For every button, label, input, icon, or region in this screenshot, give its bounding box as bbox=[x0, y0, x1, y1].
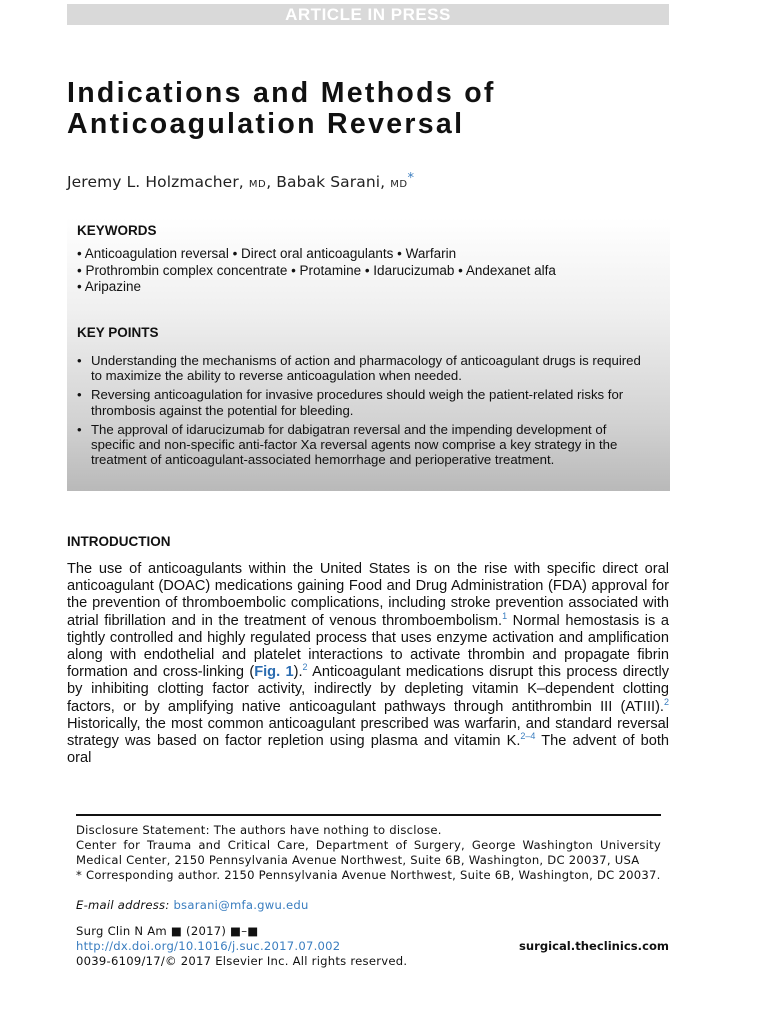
bullet-icon: • bbox=[77, 353, 82, 368]
introduction-paragraph bbox=[67, 561, 669, 767]
intro-text-2: Normal hemostasis is a tightly controlled and highly regulated process that uses enzyme activation and amplification along with endothelial and platelet interactions to activate thrombin and propagate fibrin formation and cross-linking ( bbox=[67, 612, 670, 681]
bullet-icon: • bbox=[77, 421, 82, 437]
keywords-heading: KEYWORDS bbox=[77, 223, 157, 238]
key-point-item bbox=[77, 422, 652, 468]
keywords-line-2: • Prothrombin complex concentrate • Protamine • Idarucizumab • Andexanet alfa bbox=[77, 263, 556, 278]
keywords-line-1: • Anticoagulation reversal • Direct oral anticoagulants • Warfarin bbox=[77, 246, 457, 261]
reference-link-1[interactable]: 1 bbox=[502, 610, 508, 621]
intro-text-4: Anticoagulant medications disrupt this process directly by inhibiting clotting factor activity, indirectly by depleting vitamin K–dependent clotting factors, or by amplifying native anticoagulant pathways through antithrombin III (ATIII). bbox=[67, 664, 669, 715]
journal-citation: Surg Clin N Am ■ (2017) ■–■ bbox=[76, 924, 259, 938]
author-list bbox=[67, 173, 414, 191]
intro-text-5: Historically, the most common anticoagulant prescribed was warfarin, and standard reversal strategy was based on factor repletion using plasma and vitamin K. bbox=[67, 715, 669, 750]
key-points-heading: KEY POINTS bbox=[77, 325, 159, 340]
key-points-list bbox=[77, 353, 652, 471]
reference-link-2[interactable]: 2 bbox=[302, 662, 308, 673]
introduction-heading: INTRODUCTION bbox=[67, 534, 171, 549]
intro-text-3: ). bbox=[293, 664, 303, 681]
key-point-text: Reversing anticoagulation for invasive procedures should weigh the patient-related risks for thrombosis against the potential for bleeding. bbox=[91, 387, 624, 418]
disclosure-statement: Disclosure Statement: The authors have nothing to disclose. bbox=[76, 823, 442, 837]
intro-text-6: The advent of both oral bbox=[67, 733, 669, 767]
copyright-line: 0039-6109/17/© 2017 Elsevier Inc. All rights reserved. bbox=[76, 954, 408, 968]
figure-1-link[interactable]: Fig. 1 bbox=[254, 664, 294, 681]
article-title bbox=[67, 78, 687, 140]
keywords-keypoints-box bbox=[67, 218, 670, 491]
email-link[interactable]: bsarani@mfa.gwu.edu bbox=[173, 898, 309, 912]
author-2-degree: MD bbox=[390, 179, 408, 190]
key-point-item bbox=[77, 387, 652, 417]
doi-link[interactable]: http://dx.doi.org/10.1016/j.suc.2017.07.002 bbox=[76, 939, 341, 953]
email-line bbox=[76, 898, 661, 913]
email-label: E-mail address: bbox=[76, 898, 170, 912]
intro-text-1: The use of anticoagulants within the United States is on the rise with specific direct oral anticoagulant (DOAC) medications gaining Food and Drug Administration (FDA) approval for the prevention of thromboembolic complications, including stroke prevention associated with atrial fibrillation and in the treatment of venous thromboembolism. bbox=[67, 561, 669, 629]
key-point-text: Understanding the mechanisms of action and pharmacology of anticoagulant drugs is required to maximize the ability to reverse anticoagulation when needed. bbox=[91, 353, 641, 384]
corresponding-author-link[interactable]: * bbox=[407, 171, 415, 186]
author-separator: , bbox=[266, 173, 272, 191]
bullet-icon: • bbox=[77, 387, 82, 403]
footnote-divider bbox=[76, 814, 661, 816]
key-point-text: The approval of idarucizumab for dabigatran reversal and the impending development of specific and non-specific anti-factor Xa reversal agents now comprise a key strategy in the treatment of anticoagulant-associated hemorrhage and perioperative treatment. bbox=[91, 421, 618, 468]
author-1-name: Jeremy L. Holzmacher, bbox=[67, 173, 244, 191]
article-in-press-banner: ARTICLE IN PRESS bbox=[67, 4, 669, 25]
author-2-name: Babak Sarani, bbox=[276, 173, 386, 191]
reference-link-3[interactable]: 2 bbox=[663, 696, 669, 707]
title-line-2: Anticoagulation Reversal bbox=[67, 108, 465, 140]
reference-link-4[interactable]: 2–4 bbox=[520, 731, 536, 742]
author-1-degree: MD bbox=[248, 179, 267, 190]
keywords-line-3: • Aripazine bbox=[77, 279, 142, 294]
key-point-item bbox=[77, 353, 652, 383]
journal-site-link[interactable]: surgical.theclinics.com bbox=[518, 939, 669, 953]
title-line-1: Indications and Methods of bbox=[67, 77, 496, 109]
corresponding-author-note: * Corresponding author. 2150 Pennsylvania Avenue Northwest, Suite 6B, Washington, DC 20037. bbox=[76, 868, 661, 882]
affiliation-note: Center for Trauma and Critical Care, Department of Surgery, George Washington University Medical Center, 2150 Pennsylvania Avenue Northwest, Suite 6B, Washington, DC 20037, USA bbox=[76, 838, 661, 867]
